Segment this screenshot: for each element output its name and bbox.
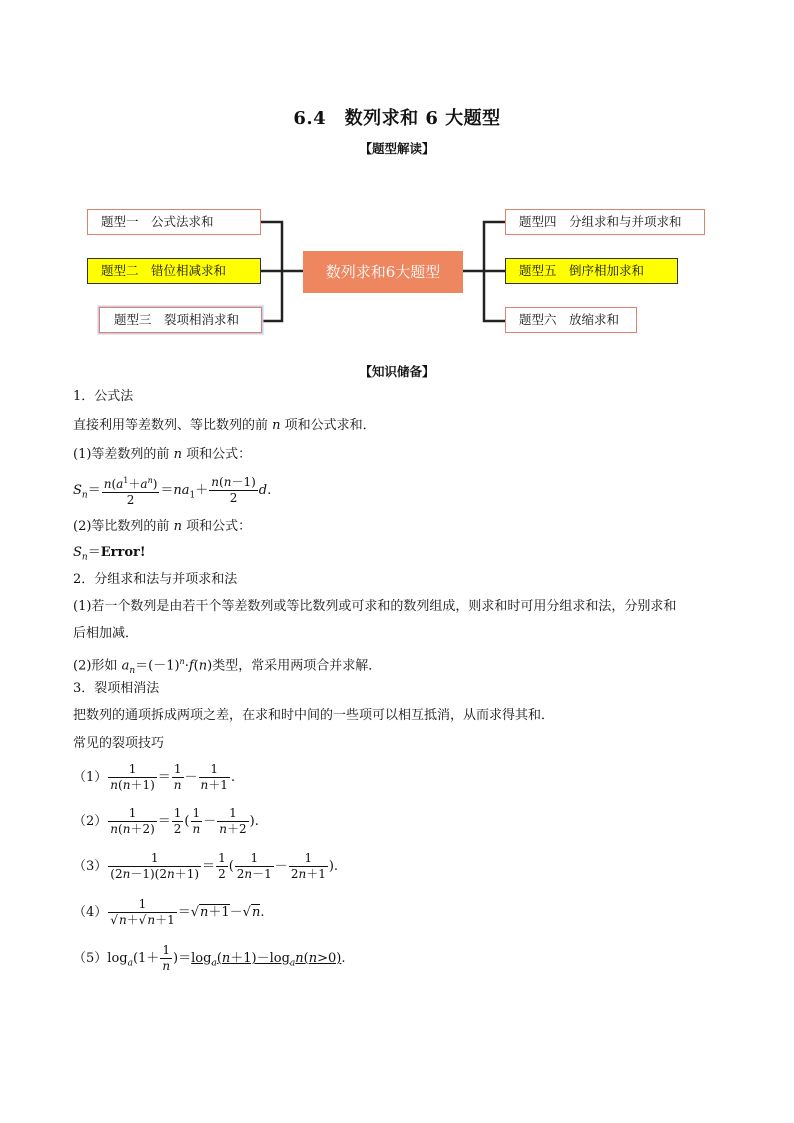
mindmap-right-type-5: 题型五 倒序相加求和 (505, 258, 678, 284)
mindmap-left-type-3: 题型三 裂项相消求和 (99, 307, 262, 333)
section-subtitle: 【题型解读】 (359, 141, 435, 156)
s3-tips: 常见的裂项技巧 (73, 736, 165, 751)
s2-p1-line2: 后相加减． (73, 626, 139, 641)
tip-1: （1） $\frac{1}{n(n+1)}$ ＝ $\frac{1}{n}$ － $\frac{1}{n+1}$ . (73, 762, 236, 792)
s1-intro: 直接利用等差数列、等比数列的前 n 项和公式求和． (73, 418, 376, 433)
s1-item1: (1)等差数列的前 n 项和公式： (73, 447, 252, 462)
mindmap-left-type-2: 题型二 错位相减求和 (87, 258, 261, 284)
mindmap-left-type-1: 题型一 公式法求和 (87, 209, 261, 235)
mindmap-right-type-4: 题型四 分组求和与并项求和 (505, 209, 705, 235)
s3-intro: 把数列的通项拆成两项之差，在求和时中间的一些项可以相互抵消，从而求得其和． (73, 708, 555, 723)
tip-2: （2） $\frac{1}{n(n+2)}$ ＝ $\frac{1}{2}$ ( $\frac{1}{n}$ － $\frac{1}{n+2}$ ). (73, 806, 259, 836)
s2-p1-line1: (1)若一个数列是由若干个等差数列或等比数列或可求和的数列组成，则求和时可用分组求和法，分别求和 (73, 599, 677, 614)
formula-geometric-sum: $S_n=Error$! (73, 545, 146, 563)
s1-heading: 1．公式法 (73, 389, 134, 404)
s2-heading: 2．分组求和法与并项求和法 (73, 572, 238, 587)
mindmap-center: 数列求和6大题型 (303, 251, 463, 293)
s1-item2: (2)等比数列的前 n 项和公式： (73, 519, 252, 534)
knowledge-heading: 【知识储备】 (359, 364, 435, 379)
s3-heading: 3．裂项相消法 (73, 681, 160, 696)
tip-5: $(5)\log_a(1+$ $\frac{1}{n}$ )$=\log_a(n+1)-\log_an(n>0)$. (73, 943, 346, 973)
mindmap-right-type-6: 题型六 放缩求和 (505, 307, 637, 333)
tip-4: （4） $\frac{1}{√n+√n+1}$ ＝√n＋1－√n. (73, 897, 265, 927)
formula-arithmetic-sum: $S_n=$ $\frac{n(a^1+a^n)}{2}$ $=na_1+$ $\frac{n(n-1)}{2}$ d. (73, 475, 272, 507)
s2-p2: (2)形如 $a_n=(-1)^n\cdot f(n)$类型，常采用两项合并求解． (73, 657, 382, 676)
tip-3: （3） $\frac{1}{(2n-1)(2n+1)}$ ＝ $\frac{1}{2}$ ( $\frac{1}{2n-1}$ － $\frac{1}{2n+1}$ ). (73, 851, 339, 881)
page-title: 6.4 数列求和 6 大题型 (293, 108, 501, 129)
